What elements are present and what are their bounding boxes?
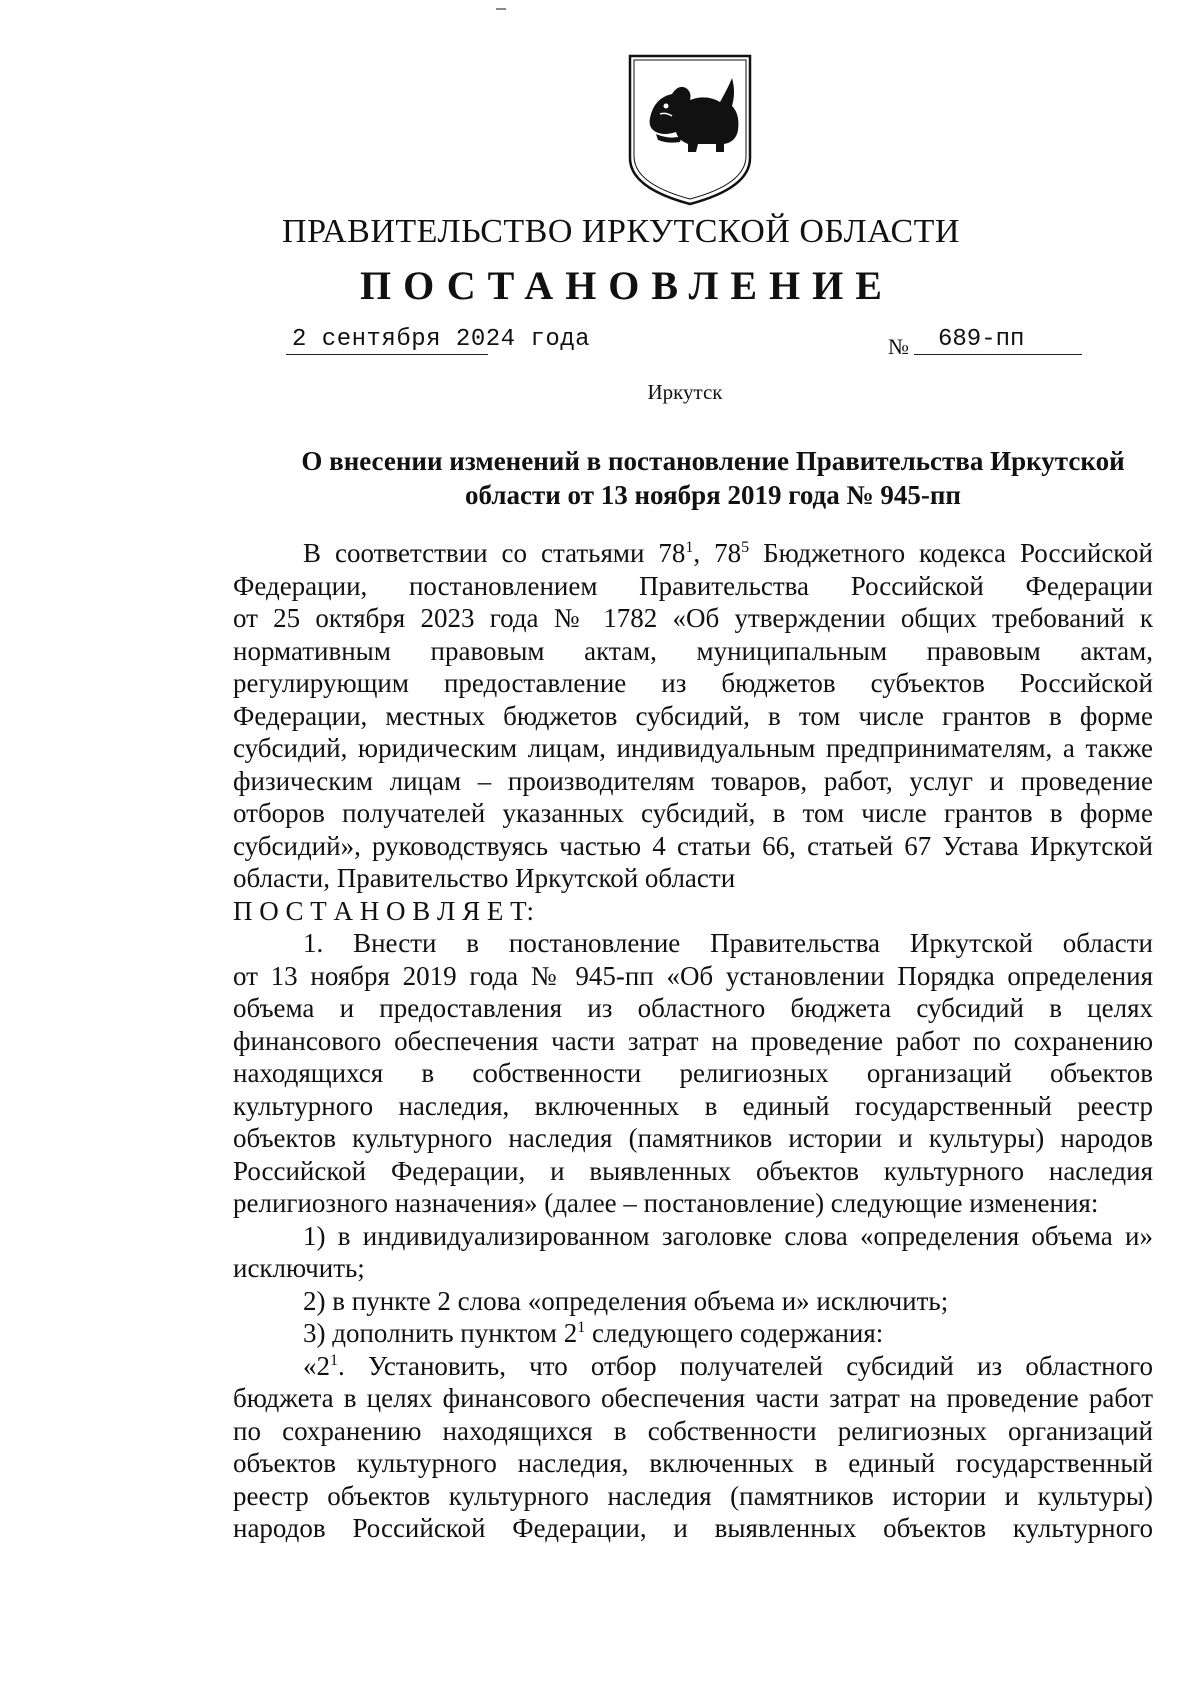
- paragraph-line: финансового обеспечения части затрат на проведение работ по сохранению: [233, 1025, 1153, 1056]
- paragraph-line: объектов культурного наследия, включенных в единый государственный: [233, 1448, 1153, 1478]
- paragraph-line: 2) в пункте 2 слова «определения объема и» исключить;: [303, 1285, 949, 1316]
- scan-speck: [496, 8, 506, 10]
- text-run: «2: [303, 1350, 330, 1381]
- paragraph-line: регулирующим предоставление из бюджетов субъектов Российской: [233, 668, 1153, 698]
- decree-word: П О С Т А Н О В Л Я Е Т:: [233, 895, 535, 926]
- document-body: [233, 537, 1153, 1545]
- paragraph-line: Российской Федерации, и выявленных объектов культурного наследия: [233, 1155, 1153, 1186]
- text-run: следующего содержания:: [585, 1318, 884, 1348]
- paragraph-line: религиозного назначения» (далее – постановление) следующие изменения:: [233, 1188, 1099, 1218]
- paragraph-line: физическим лицам – производителям товаров, работ, услуг и проведение: [233, 765, 1153, 796]
- superscript: 1: [577, 1319, 586, 1336]
- document-subject: [270, 444, 1156, 512]
- government-title: ПРАВИТЕЛЬСТВО ИРКУТСКОЙ ОБЛАСТИ: [282, 213, 960, 250]
- paragraph-line: исключить;: [233, 1253, 365, 1283]
- text-run: 3) дополнить пунктом 2: [303, 1318, 578, 1348]
- paragraph-line: Федерации, местных бюджетов субсидий, в том числе грантов в форме: [233, 700, 1153, 731]
- paragraph-line: субсидий», руководствуясь частью 4 статьи 66, статьей 67 Устава Иркутской: [233, 830, 1153, 861]
- paragraph-line: области, Правительство Иркутской области: [233, 863, 736, 893]
- superscript: 1: [330, 1351, 338, 1369]
- document-date: 2 сентября 2024 года: [292, 326, 591, 353]
- text-run: , 78: [693, 538, 742, 568]
- paragraph-line: от 13 ноября 2019 года № 945-пп «Об установлении Порядка определения: [233, 960, 1153, 991]
- superscript: 5: [741, 539, 750, 556]
- paragraph-line: отборов получателей указанных субсидий, в том числе грантов в форме: [233, 798, 1153, 828]
- subject-line: О внесении изменений в постановление Правительства Иркутской: [301, 446, 1125, 476]
- document-number: 689-пп: [938, 326, 1025, 353]
- text-run: . Установить, что отбор получателей субсидий из областного: [338, 1350, 1153, 1381]
- document-type: ПОСТАНОВЛЕНИЕ: [360, 263, 894, 308]
- coat-of-arms-emblem: [620, 48, 760, 208]
- superscript: 1: [685, 539, 694, 556]
- paragraph-line: культурного наследия, включенных в единый государственный реестр: [233, 1090, 1153, 1121]
- paragraph-line: [233, 537, 1153, 570]
- paragraph-line: находящихся в собственности религиозных организаций объектов: [233, 1058, 1153, 1088]
- paragraph-line: объектов культурного наследия (памятников истории и культуры) народов: [233, 1123, 1153, 1153]
- paragraph-line: бюджета в целях финансового обеспечения части затрат на проведение работ: [233, 1383, 1153, 1413]
- city: Иркутск: [647, 380, 723, 404]
- paragraph-line: [233, 1317, 1153, 1350]
- text-run: В соответствии со статьями 78: [303, 538, 686, 568]
- paragraph-line: по сохранению находящихся в собственности религиозных организаций: [233, 1415, 1153, 1446]
- paragraph-line: нормативным правовым актам, муниципальным правовым актам,: [233, 635, 1153, 666]
- paragraph-line: Федерации, постановлением Правительства Российской Федерации: [233, 570, 1153, 601]
- number-sign: №: [888, 334, 909, 359]
- paragraph-line: от 25 октября 2023 года № 1782 «Об утверждении общих требований к: [233, 603, 1153, 633]
- paragraph-line: [233, 1350, 1153, 1383]
- paragraph-line: народов Российской Федерации, и выявленных объектов культурного: [233, 1513, 1153, 1543]
- paragraph-line: субсидий, юридическим лицам, индивидуальным предпринимателям, а также: [233, 733, 1153, 763]
- paragraph-line: 1) в индивидуализированном заголовке слова «определения объема и»: [303, 1220, 1153, 1251]
- paragraph-line: объема и предоставления из областного бюджета субсидий в целях: [233, 993, 1153, 1023]
- paragraph-line: 1. Внести в постановление Правительства Иркутской области: [303, 928, 1153, 958]
- text-run: Бюджетного кодекса Российской: [749, 538, 1153, 568]
- paragraph-line: реестр объектов культурного наследия (памятников истории и культуры): [233, 1480, 1153, 1511]
- subject-line: области от 13 ноября 2019 года № 945-пп: [465, 480, 961, 510]
